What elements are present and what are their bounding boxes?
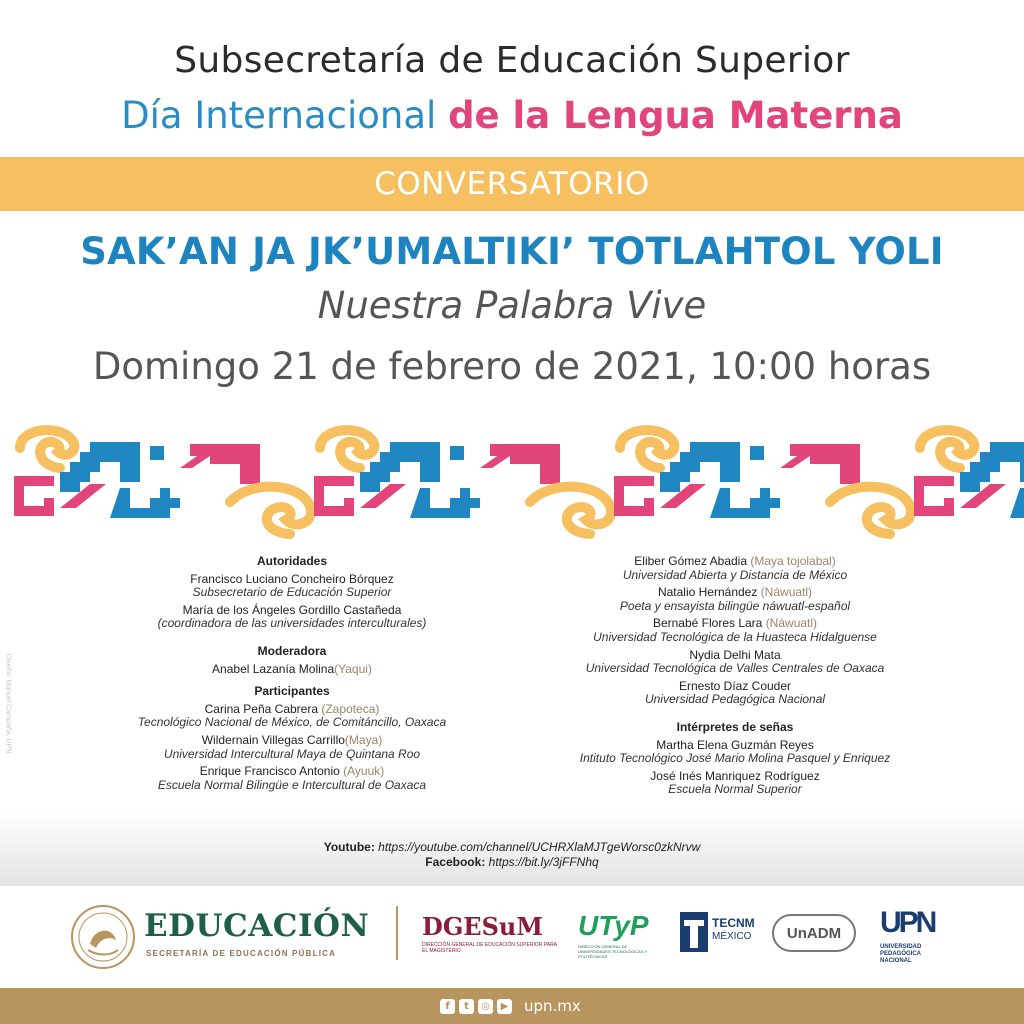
instagram-icon[interactable]: ◎ [478, 999, 493, 1014]
utp-logo-text: UTyP [578, 910, 649, 941]
dia-heading-part1: Día Internacional [121, 94, 437, 137]
person-name: Ernesto Díaz Couder [678, 678, 792, 693]
social-links [0, 840, 1024, 870]
person-name: Bernabé Flores Lara [652, 616, 766, 631]
conversatorio-label: CONVERSATORIO [374, 166, 650, 202]
tecnm-logo-subtext: MÉXICO [712, 931, 752, 942]
person-language: (Náwuatl) [760, 585, 813, 600]
event-date: Domingo 21 de febrero de 2021, 10:00 horas [92, 345, 932, 388]
youtube-icon[interactable]: ▶ [497, 999, 512, 1014]
person-name: Francisco Luciano Concheiro Bórquez [190, 571, 394, 586]
upn-logo-subtext: UNIVERSIDAD PEDAGÓGICA NACIONAL [880, 944, 922, 964]
person-name: María de los Ángeles Gordillo Castañeda [182, 602, 402, 617]
event-title: SAK’AN JA JK’UMALTIKI’ TOTLAHTOL YOLI [80, 230, 944, 273]
person-language: (Yaqui) [334, 661, 372, 676]
logo-divider [396, 906, 398, 960]
dia-internacional-heading [0, 94, 1024, 137]
left-column [112, 555, 472, 792]
footer-url[interactable]: upn.mx [524, 997, 581, 1015]
logos-strip [0, 886, 1024, 988]
person-role: Universidad Tecnológica de la Huasteca Hidalguense [593, 629, 877, 644]
person-language: (Maya) [344, 732, 383, 747]
person-name: Natalio Hernández [657, 585, 761, 600]
participant-entry [112, 734, 472, 748]
twitter-icon[interactable]: t [459, 999, 474, 1014]
person-role: Intituto Tecnológico José Mario Molina Pasquel y Enriquez [579, 751, 891, 766]
tecnm-logo-text: TECNM [712, 916, 755, 930]
person-name: José Inés Manriquez Rodríguez [650, 768, 820, 783]
person-role: Escuela Normal Bilingüe e Intercultural de Oaxaca [157, 777, 427, 792]
person-language: (Maya tojolabal) [750, 554, 836, 568]
participant-entry [112, 703, 472, 717]
participant-entry [545, 586, 925, 600]
right-column [545, 555, 925, 797]
educacion-logo-text: EDUCACIÓN [144, 908, 370, 944]
person-role: Universidad Tecnológica de Valles Centrales de Oaxaca [585, 661, 885, 676]
youtube-link-line[interactable] [0, 840, 1024, 855]
person-name: Nydia Delhi Mata [689, 647, 781, 662]
participant-entry [545, 617, 925, 631]
footer-bar [0, 988, 1024, 1024]
person-role: Escuela Normal Superior [668, 782, 802, 797]
moderadora-heading: Moderadora [257, 643, 327, 658]
participantes-heading: Participantes [254, 684, 330, 699]
tecnm-emblem-icon [680, 912, 708, 952]
participant-entry [112, 765, 472, 779]
person-name: Eliber Gómez Abadia [634, 554, 751, 568]
person-language: (Ayuuk) [343, 764, 385, 779]
interpretes-heading: Intérpretes de señas [676, 719, 794, 734]
unadm-logo-text: UnADM [786, 924, 842, 942]
subsecretaria-heading: Subsecretaría de Educación Superior [174, 40, 850, 81]
facebook-link-line[interactable] [0, 855, 1024, 870]
dgesum-logo-text: DGESuM [422, 912, 543, 941]
unadm-logo [772, 914, 856, 952]
mexico-seal-icon [70, 904, 136, 970]
autoridades-heading: Autoridades [256, 554, 327, 568]
dgesum-logo-subtext: DIRECCIÓN GENERAL DE EDUCACIÓN SUPERIOR PARA EL MAGISTERIO [422, 942, 557, 954]
facebook-label: Facebook: [425, 855, 486, 869]
utp-logo-subtext: DIRECCIÓN GENERAL DE UNIVERSIDADES TECNOLÓGICAS Y POLITÉCNICAS [578, 944, 648, 959]
person-role: Poeta y ensayista bilingüe náwuatl-español [619, 598, 851, 613]
person-role: Tecnológico Nacional de México, de Comitáncillo, Oaxaca [137, 715, 447, 730]
person-name: Martha Elena Guzmán Reyes [656, 737, 814, 752]
person-role: Universidad Intercultural Maya de Quintana Roo [163, 746, 421, 761]
person-name: Enrique Francisco Antonio [199, 764, 344, 779]
person-role: Universidad Abierta y Distancia de México [622, 567, 848, 582]
design-credit: Diseño: Manuel Campaña, UPN [4, 653, 12, 754]
person-language: (Náwuatl) [765, 616, 818, 631]
moderadora-entry [112, 663, 472, 677]
person-name: Anabel Lazanía Molina [212, 661, 335, 676]
decorative-greca-pattern [0, 410, 1024, 540]
event-subtitle: Nuestra Palabra Vive [317, 284, 707, 327]
youtube-label: Youtube: [323, 840, 375, 854]
person-role: Universidad Pedagógica Nacional [644, 692, 826, 707]
person-name: Wildernain Villegas Carrillo [201, 732, 345, 747]
person-name: Carina Peña Cabrera [204, 701, 322, 716]
facebook-icon[interactable]: f [440, 999, 455, 1014]
dia-heading-part2: de la Lengua Materna [448, 94, 903, 137]
participant-entry [545, 555, 925, 569]
upn-logo-text: UPN [880, 906, 935, 939]
person-language: (Zapoteca) [321, 701, 380, 716]
person-role: (coordinadora de las universidades interculturales) [157, 616, 427, 631]
sep-logo-text: SECRETARÍA DE EDUCACIÓN PÚBLICA [146, 949, 337, 958]
facebook-url[interactable]: https://bit.ly/3jFFNhq [488, 855, 599, 869]
footer-social [440, 996, 581, 1016]
person-role: Subsecretario de Educación Superior [192, 585, 392, 600]
youtube-url[interactable]: https://youtube.com/channel/UCHRXlaMJTgeWorsc0zkNrvw [378, 840, 701, 854]
